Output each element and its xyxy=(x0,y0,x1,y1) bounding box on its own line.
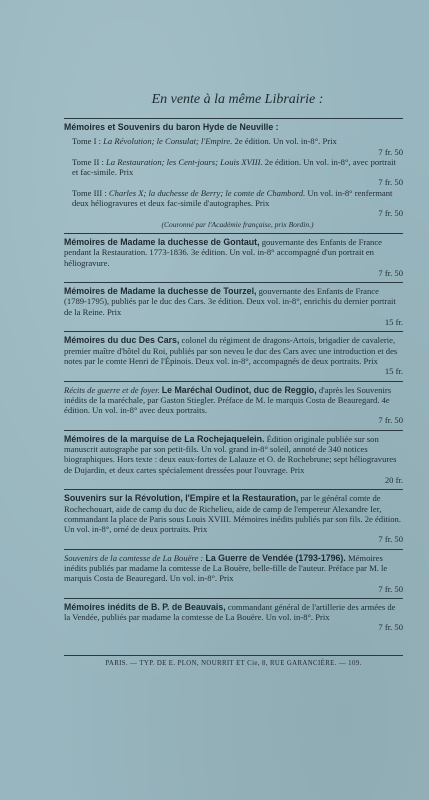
book-entry-beauvais: Mémoires inédits de B. P. de Beauvais, commandant général de l'artillerie des armées de la Vendée, publiés par madame la comtesse de La Bouëre. Un vol. in-8°. Prix 7 fr. 50 xyxy=(64,601,403,633)
entry-title: Souvenirs sur la Révolution, l'Empire et la Restauration, xyxy=(64,493,299,504)
divider xyxy=(64,655,403,656)
book-entry-des-cars: Mémoires du duc Des Cars, colonel du régiment de dragons-Artois, brigadier de cavalerie, premier maître d'hôtel du Roi, publiés par son neveu le duc des Cars avec une introduction et des notes par le comte Henri de l'Épinois. Deux vol. in-8°, accompagnés de deux portraits. Prix 15 fr. xyxy=(64,335,403,377)
entry-title: Mémoires de la marquise de La Rochejaquelein. xyxy=(64,433,265,444)
volume-list xyxy=(64,136,403,230)
entry-title: Mémoires de Madame la duchesse de Tourzel, xyxy=(64,286,257,297)
printer-footer: PARIS. — TYP. DE E. PLON, NOURRIT ET Cie, 8, RUE GARANCIÈRE. — 109. xyxy=(64,651,403,667)
entry-title: Mémoires du duc Des Cars, xyxy=(64,335,180,346)
price: 15 fr. xyxy=(384,366,403,377)
entry-title: Mémoires inédits de B. P. de Beauvais, xyxy=(64,601,226,612)
award-note: (Couronné par l'Académie française, prix Bordin.) xyxy=(161,219,314,229)
book-entry-hyde-de-neuville xyxy=(64,122,403,132)
divider xyxy=(64,598,403,599)
price: 20 fr. xyxy=(384,474,403,485)
price: 7 fr. 50 xyxy=(378,534,403,545)
price: 7 fr. 50 xyxy=(378,583,403,594)
book-entry-souvenirs-revolution: Souvenirs sur la Révolution, l'Empire et la Restauration, par le général comte de Rochechouart, aide de camp du duc de Richelieu, aide de camp de l'empereur Alexandre Ier, commandant la place de Paris sous Louis XVIII. Mémoires inédits publiés par son fils. 2e édition. Un vol. in-8°, orné de deux portraits. Prix 7 fr. 50 xyxy=(64,493,403,545)
price: 7 fr. 50 xyxy=(378,146,403,157)
page-heading: En vente à la même Librairie : xyxy=(151,92,324,107)
volume-item: Tome III : Charles X; la duchesse de Berry; le comte de Chambord. Un vol. in-8° renfermant deux héliogravures et deux fac-simile d'autographes. Prix 7 fr. 50 (Couronné par l'Académie française, prix Bordin.) xyxy=(72,187,403,229)
divider xyxy=(64,381,403,382)
price: 7 fr. 50 xyxy=(378,208,403,219)
book-entry-guerre-de-vendee: Souvenirs de la comtesse de La Bouëre : La Guerre de Vendée (1793-1796). Mémoires inédits publiés par madame la comtesse de La Bouëre, belle-fille de l'auteur. Préface par M. le marquis Costa de Beauregard. Un vol. in-8°. Prix 7 fr. 50 xyxy=(64,552,403,594)
book-entry-la-rochejaquelein: Mémoires de la marquise de La Rochejaquelein. Édition originale publiée sur son manuscrit autographe par son petit-fils. Un vol. grand in-8° soleil, annoté de 340 notices biographiques. Hors texte : deux eaux-fortes de Lalauze et O. de Rochebrune; sept héliogravures de Dujardin, et deux cartes spécialement dressées pour l'ouvrage. Prix 20 fr. xyxy=(64,433,403,485)
book-entry-oudinot: Récits de guerre et de foyer. Le Maréchal Oudinot, duc de Reggio, d'après les Souvenirs inédits de la maréchale, par Gaston Stiegler. Préface de M. le marquis Costa de Beauregard. 4e édition. Un vol. in-8° avec deux portraits. 7 fr. 50 xyxy=(64,384,403,426)
price: 7 fr. 50 xyxy=(378,267,403,278)
divider xyxy=(64,233,403,234)
divider xyxy=(64,430,403,431)
book-entry-gontaut: Mémoires de Madame la duchesse de Gontaut, gouvernante des Enfants de France pendant la Restauration. 1773-1836. 3e édition. Un vol. in-8° accompagné d'un portrait en héliogravure. 7 fr. 50 xyxy=(64,236,403,278)
entry-title: Mémoires de Madame la duchesse de Gontaut, xyxy=(64,236,260,247)
volume-item: Tome I : La Révolution; le Consulat; l'Empire. 2e édition. Un vol. in-8°. Prix 7 fr. 50 xyxy=(72,136,403,157)
price: 7 fr. 50 xyxy=(378,177,403,188)
volume-item: Tome II : La Restauration; les Cent-jours; Louis XVIII. 2e édition. Un vol. in-8°, avec portrait et fac-simile. Prix 7 fr. 50 xyxy=(72,156,403,188)
divider xyxy=(64,489,403,490)
divider xyxy=(64,282,403,283)
divider xyxy=(64,118,403,119)
divider xyxy=(64,549,403,550)
entry-title: Le Maréchal Oudinot, duc de Reggio, xyxy=(161,384,317,395)
price: 7 fr. 50 xyxy=(378,415,403,426)
entry-title: La Guerre de Vendée (1793-1796). xyxy=(205,552,346,563)
price: 7 fr. 50 xyxy=(378,622,403,633)
book-entry-tourzel: Mémoires de Madame la duchesse de Tourzel, gouvernante des Enfants de France (1789-1795), publiés par le duc des Cars. 3e édition. Deux vol. in-8°, enrichis du dernier portrait de la Reine. Prix 15 fr. xyxy=(64,286,403,328)
price: 15 fr. xyxy=(384,317,403,328)
divider xyxy=(64,331,403,332)
entry-title: Mémoires et Souvenirs du baron Hyde de Neuville : xyxy=(64,122,279,132)
